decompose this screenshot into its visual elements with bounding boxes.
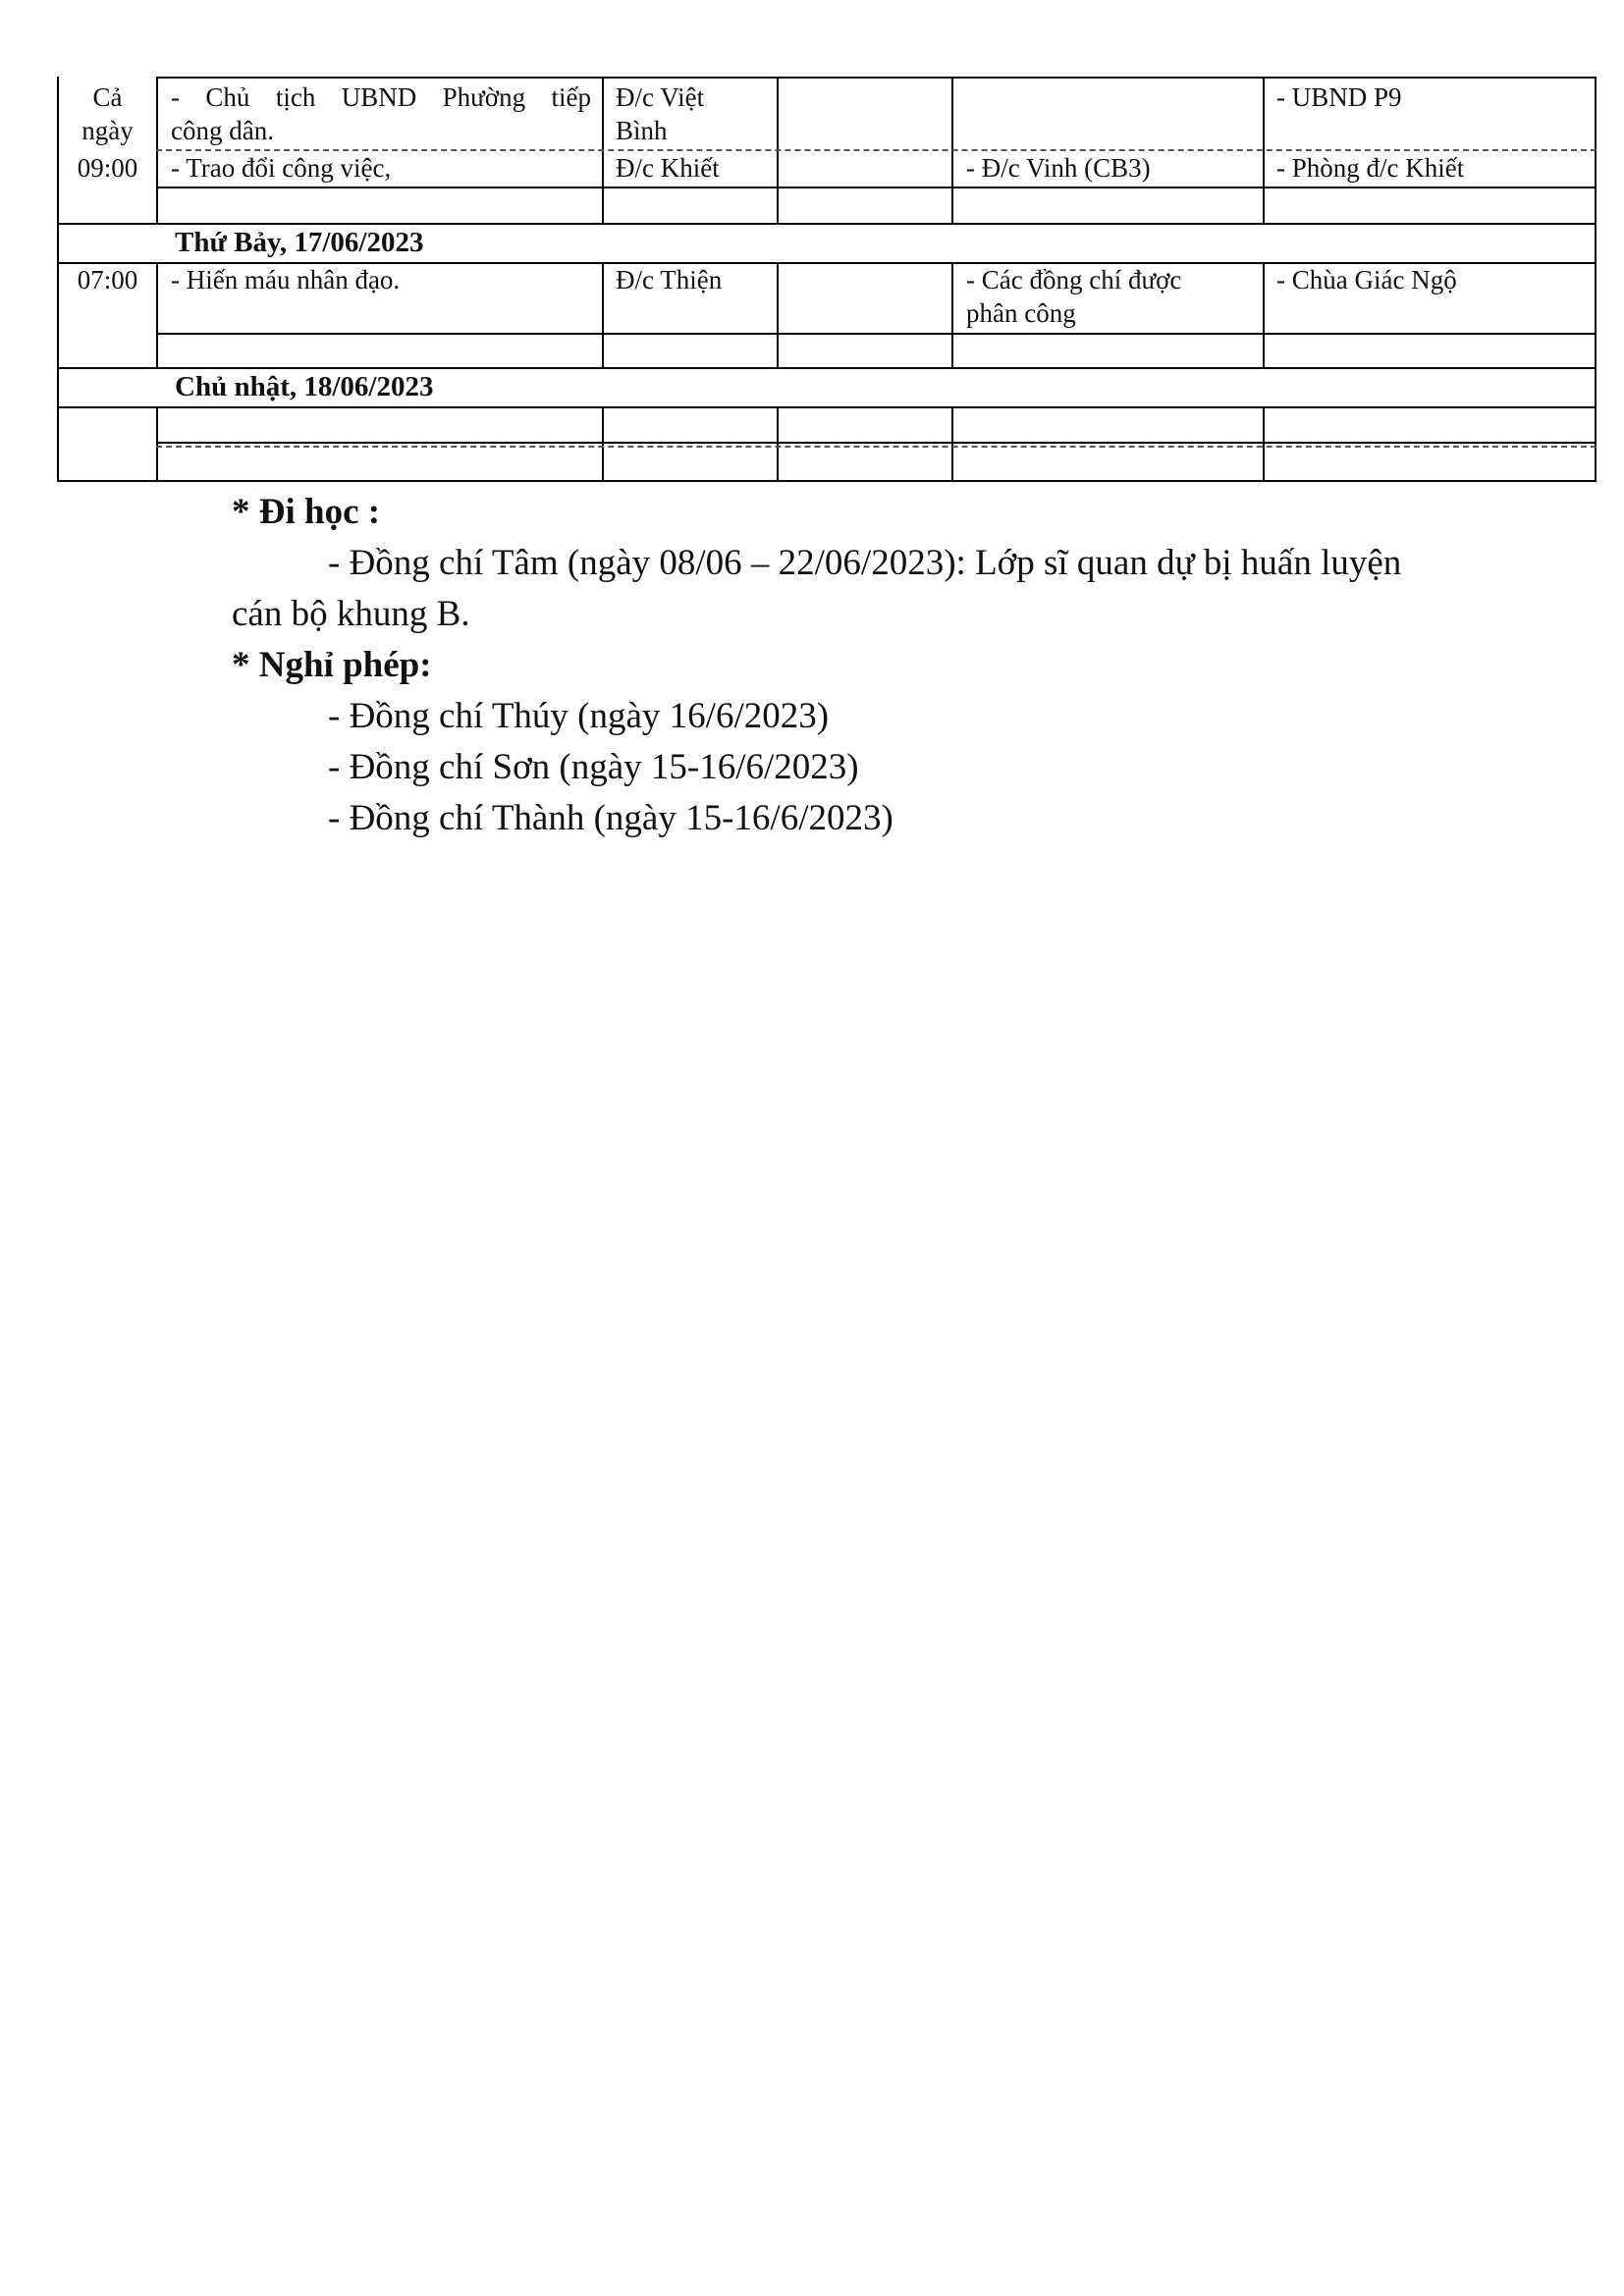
row-separator bbox=[57, 367, 1597, 369]
chair-text: Bình bbox=[616, 116, 668, 145]
row-separator bbox=[156, 446, 1597, 448]
time-cell bbox=[61, 80, 154, 147]
chair-cell bbox=[616, 80, 773, 147]
content-text: công dân. bbox=[171, 116, 274, 145]
attend-cell bbox=[966, 151, 1257, 185]
place-text: - Chùa Giác Ngộ bbox=[1276, 265, 1457, 294]
chair-cell bbox=[616, 263, 773, 296]
content-cell bbox=[171, 80, 591, 147]
study-item: - Đồng chí Tâm (ngày 08/06 – 22/06/2023): Lớp sĩ quan dự bị huấn luyện bbox=[328, 543, 1402, 583]
chair-text: Đ/c Khiết bbox=[616, 153, 720, 183]
time-text: Cả bbox=[92, 82, 123, 112]
col-divider bbox=[602, 262, 604, 368]
chair-text: Đ/c Thiện bbox=[616, 265, 723, 294]
place-cell bbox=[1276, 151, 1591, 185]
chair-cell bbox=[616, 151, 773, 185]
row-separator bbox=[156, 187, 1597, 188]
table-border-left bbox=[57, 77, 59, 482]
leave-heading: * Nghỉ phép: bbox=[232, 645, 432, 685]
row-separator bbox=[57, 406, 1597, 408]
leave-item: - Đồng chí Thành (ngày 15-16/6/2023) bbox=[328, 798, 893, 838]
time-cell bbox=[61, 151, 154, 185]
content-cell bbox=[171, 263, 591, 296]
leave-item: - Đồng chí Thúy (ngày 16/6/2023) bbox=[328, 696, 830, 736]
row-separator bbox=[156, 333, 1597, 335]
chair-text: Đ/c Việt bbox=[616, 82, 705, 112]
table-border-top bbox=[156, 77, 1597, 79]
time-text: 09:00 bbox=[77, 153, 138, 183]
col-divider bbox=[156, 406, 158, 482]
content-text: - Chủ tịch UBND Phường tiếp bbox=[171, 82, 591, 112]
leave-item: - Đồng chí Sơn (ngày 15-16/6/2023) bbox=[328, 747, 859, 787]
attend-cell bbox=[966, 263, 1257, 330]
notes-section bbox=[232, 487, 1479, 844]
table-border-bottom bbox=[57, 480, 1597, 482]
place-cell bbox=[1276, 80, 1591, 114]
col-divider bbox=[951, 406, 953, 482]
place-text: - Phòng đ/c Khiết bbox=[1276, 153, 1465, 183]
table-border-right bbox=[1595, 77, 1597, 482]
place-cell bbox=[1276, 263, 1591, 296]
col-divider bbox=[777, 406, 779, 482]
col-divider bbox=[777, 262, 779, 368]
col-divider bbox=[156, 262, 158, 368]
content-text: - Hiến máu nhân đạo. bbox=[171, 265, 401, 294]
content-text: - Trao đổi công việc, bbox=[171, 153, 392, 183]
row-separator bbox=[156, 442, 1597, 444]
attend-text: - Các đồng chí được bbox=[966, 265, 1182, 294]
col-divider bbox=[602, 406, 604, 482]
col-divider bbox=[1263, 406, 1265, 482]
attend-text: - Đ/c Vinh (CB3) bbox=[966, 153, 1151, 183]
day-header: Thứ Bảy, 17/06/2023 bbox=[175, 227, 424, 258]
study-item-continued: cán bộ khung B. bbox=[232, 594, 470, 634]
time-text: 07:00 bbox=[77, 265, 138, 294]
row-separator bbox=[57, 223, 1597, 225]
attend-text: phân công bbox=[966, 298, 1076, 328]
content-cell bbox=[171, 151, 591, 185]
col-divider bbox=[1263, 262, 1265, 368]
place-text: - UBND P9 bbox=[1276, 82, 1402, 112]
study-heading: * Đi học : bbox=[232, 492, 381, 532]
time-text: ngày bbox=[81, 116, 134, 145]
time-cell bbox=[61, 263, 154, 296]
col-divider bbox=[951, 262, 953, 368]
day-header: Chủ nhật, 18/06/2023 bbox=[175, 371, 434, 402]
